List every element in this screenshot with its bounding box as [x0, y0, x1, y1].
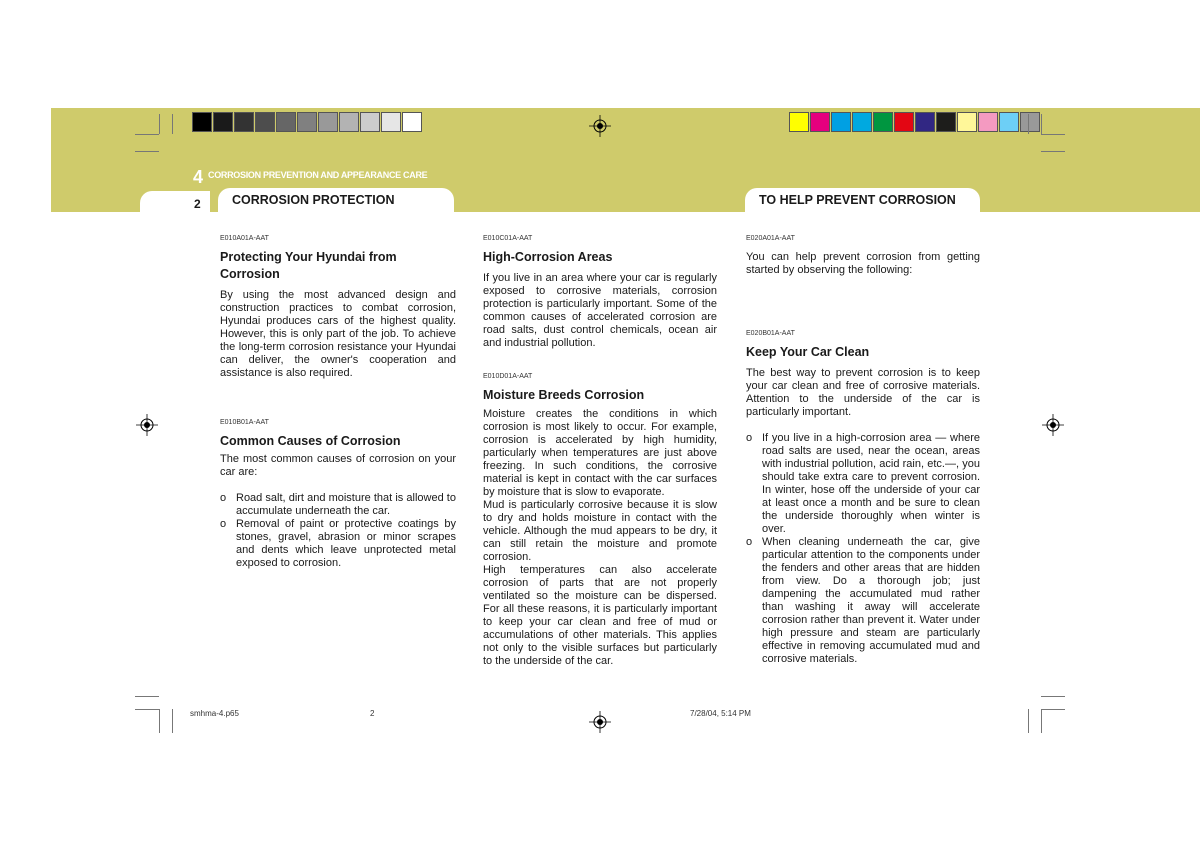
paragraph: High temperatures can also accelerate corrosion of parts that are not properly ventilated so the moisture can be dispersed. For all these reasons, it is particularly important to keep your car clean and free of mud or accumulations of other materials. This applies not only to the visible surfaces but particularly to the underside of the car.: [483, 564, 717, 667]
color-swatch: [789, 112, 809, 132]
color-swatch: [297, 112, 317, 132]
page-number: 2: [194, 197, 201, 211]
color-swatch: [873, 112, 893, 132]
color-swatch: [957, 112, 977, 132]
section-heading: Keep Your Car Clean: [746, 345, 870, 359]
right-section-title: TO HELP PREVENT CORROSION: [759, 193, 956, 207]
list-item: o If you live in a high-corrosion area — where road salts are used, near the ocean, areas with industrial pollution, acid rain, etc.—, you should take extra care to prevent corrosion. In winter, hose off the underside of your car at least once a month and be sure to clean the underside thoroughly when winter is over.: [746, 432, 980, 535]
list-item: o Removal of paint or protective coatings by stones, gravel, abrasion or minor scrapes and dents which leave unprotected metal exposed to corrosion.: [220, 518, 456, 569]
paragraph: Moisture creates the conditions in which corrosion is most likely to occur. For example, corrosion is accelerated by high humidity, particularly when temperatures are just above freezing. In such conditions, the corrosive material is kept in contact with the car surfaces by moisture that is slow to evaporate.: [483, 408, 717, 498]
section-heading: Common Causes of Corrosion: [220, 434, 401, 448]
crop-mark: [1041, 709, 1065, 710]
crop-mark: [135, 151, 159, 152]
color-swatch: [360, 112, 380, 132]
crop-mark: [1041, 696, 1065, 697]
paragraph: By using the most advanced design and construction practices to combat corrosion, Hyundai produces cars of the highest quality. However, this is only part of the job. To achieve the long-term corrosion resistance your Hyundai can deliver, the owner's cooperation and assistance is also required.: [220, 289, 456, 379]
section-code: E010D01A-AAT: [483, 373, 533, 380]
section-heading: High-Corrosion Areas: [483, 250, 613, 264]
column-2: [483, 232, 717, 668]
color-swatch: [1020, 112, 1040, 132]
crop-mark: [1041, 134, 1065, 135]
section-heading: Protecting Your Hyundai from Corrosion: [220, 250, 397, 281]
crop-mark: [172, 114, 173, 134]
color-swatch: [381, 112, 401, 132]
color-swatch: [810, 112, 830, 132]
left-section-title: CORROSION PROTECTION: [232, 193, 395, 207]
crop-mark: [1028, 114, 1029, 134]
paragraph: The most common causes of corrosion on your car are:: [220, 453, 456, 478]
section-heading: Moisture Breeds Corrosion: [483, 388, 645, 402]
registration-mark-icon: [136, 414, 158, 436]
section-code: E020A01A-AAT: [746, 235, 795, 242]
color-swatch: [234, 112, 254, 132]
list-item: o Road salt, dirt and moisture that is allowed to accumulate underneath the car.: [220, 492, 456, 517]
crop-mark: [1028, 709, 1029, 733]
section-code: E010A01A-AAT: [220, 235, 269, 242]
crop-mark: [1041, 709, 1042, 733]
crop-mark: [1041, 114, 1042, 134]
color-swatch: [852, 112, 872, 132]
registration-mark-icon: [589, 115, 611, 137]
crop-mark: [159, 709, 160, 733]
color-swatch: [339, 112, 359, 132]
crop-mark: [135, 709, 159, 710]
paragraph: Mud is particularly corrosive because it is slow to dry and holds moisture in contact with the vehicle. Although the mud appears to be dry, it can still retain the moisture and promote corrosion.: [483, 499, 717, 563]
color-swatch: [318, 112, 338, 132]
color-swatch: [276, 112, 296, 132]
footer-page: 2: [370, 709, 375, 718]
section-code: E010C01A-AAT: [483, 235, 533, 242]
color-swatch: [936, 112, 956, 132]
color-swatch: [894, 112, 914, 132]
footer-filename: smhma-4.p65: [190, 709, 239, 718]
paragraph: The best way to prevent corrosion is to keep your car clean and free of corrosive materials. Attention to the underside of the car is particularly important.: [746, 367, 980, 418]
section-code: E020B01A-AAT: [746, 330, 795, 337]
grayscale-color-bar: [192, 112, 423, 132]
chapter-number: 4: [193, 167, 204, 187]
column-1: [220, 232, 456, 570]
chapter-title: CORROSION PREVENTION AND APPEARANCE CARE: [208, 170, 428, 180]
color-swatch: [192, 112, 212, 132]
list-item: o When cleaning underneath the car, give particular attention to the components under the fenders and other areas that are hidden from view. Do a thorough job; just dampening the accumulated mud rather than washing it away will accelerate corrosion rather than prevent it. Water under high pressure and steam are particularly effective in removing accumulated mud and corrosive materials.: [746, 536, 980, 665]
crop-mark: [172, 709, 173, 733]
color-swatch: [978, 112, 998, 132]
section-code: E010B01A-AAT: [220, 419, 269, 426]
color-swatch: [255, 112, 275, 132]
crop-mark: [135, 134, 159, 135]
column-3: [746, 232, 980, 666]
crop-mark: [1041, 151, 1065, 152]
footer-timestamp: 7/28/04, 5:14 PM: [690, 709, 751, 718]
color-swatch: [402, 112, 422, 132]
registration-mark-icon: [1042, 414, 1064, 436]
color-swatch: [999, 112, 1019, 132]
process-color-bar: [789, 112, 1041, 132]
paragraph: You can help prevent corrosion from getting started by observing the following:: [746, 251, 980, 276]
crop-mark: [135, 696, 159, 697]
color-swatch: [831, 112, 851, 132]
color-swatch: [213, 112, 233, 132]
paragraph: If you live in an area where your car is regularly exposed to corrosive materials, corrosion protection is particularly important. Some of the common causes of accelerated corrosion are road salts, dust control chemicals, ocean air and industrial pollution.: [483, 272, 717, 349]
crop-mark: [159, 114, 160, 134]
color-swatch: [915, 112, 935, 132]
registration-mark-icon: [589, 711, 611, 733]
